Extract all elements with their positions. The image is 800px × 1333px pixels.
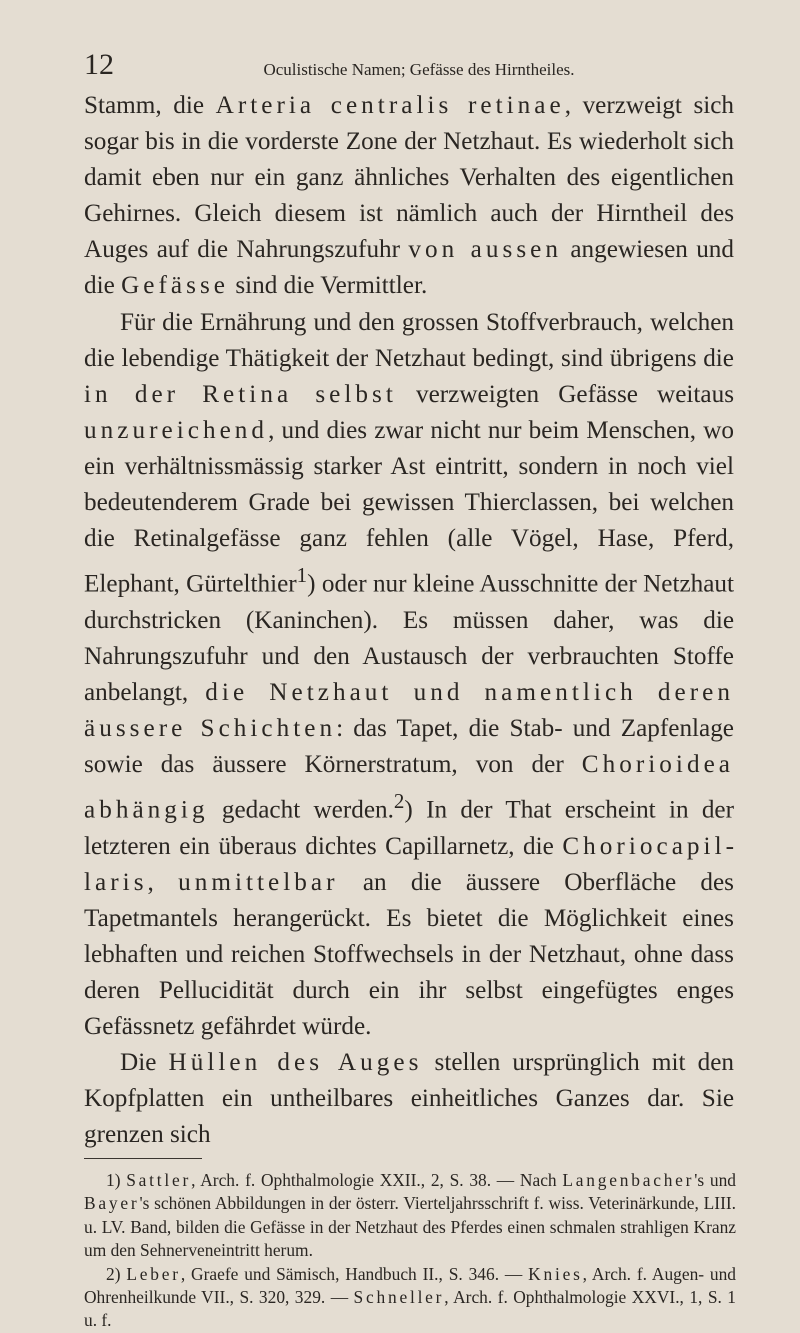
fn2-text: , Arch. f. Augen- und Ohrenheilkunde VII., S. 320, 329. — [84,1263,737,1308]
p1-text: Stamm, die [84,92,216,119]
footnotes [84,1169,736,1333]
paragraph-1 [84,88,734,305]
p2-spaced: unmittelbar [178,868,339,896]
fn2-text: 2) [106,1263,127,1284]
p1-text: sind die Vermittler. [229,272,428,300]
p2-text: an die äussere Oberfläche des Tapetmantels herangerückt. Es bietet die Möglichkeit eines lebhaften und reichen Stoffwechsels in der Netzhaut, ohne dass deren Pelluciditӓt durch ein ihr selbst eingefügtes enges Gefässnetz gefährdet würde. [84,868,734,1041]
p2-spaced: Choriocapillaris [84,832,734,896]
p2-text: gedacht werden. [208,796,394,824]
p2-text: : das Tapet, die Stab- und Zapfenlage sowie das äussere Körnerstratum, von der [84,714,734,779]
p2-spaced: Chorioidea abhängig [84,751,734,824]
footnote-ref-1: 1 [296,563,308,588]
paragraph-2 [84,305,734,1046]
p3-text: stellen ursprünglich mit den Kopfplatten ein untheilbares einheitliches Ganzes dar. Sie grenzen sich [84,1049,734,1149]
footnote-2 [84,1263,736,1333]
fn1-author: Langenbacher [562,1170,695,1190]
p2-text: Für die Ernährung und den grossen Stoffverbrauch, welchen die lebendige Thätigkeit der Netzhaut bedingt, sind übrigens die [84,308,734,372]
fn1-text: 's schönen Abbildungen in der österr. Vierteljahrsschrift f. wiss. Veterinärkunde, LIII. u. LV. Band, bilden die Gefässe in der Netzhaut des Pferdes einen schmalen strahligen Kranz um den Sehnerveneintritt herum. [84,1193,736,1261]
footnote-1 [84,1169,736,1263]
fn1-author: Sattler [126,1170,192,1190]
p2-text: , und dies zwar nicht nur beim Menschen, wo ein verhältnissmässig starker Ast eintritt, sondern in noch viel bedeutenderem Grade bei gewissen Thierclassen, bei welchen die Retinalgefässe ganz fehlen (alle Vögel, Hase, Pferd, Elephant, Gürtelthier [84,416,734,598]
p1-spaced: Gefässe [121,272,230,300]
fn2-author: Leber [126,1263,181,1284]
p3-text: Die [120,1049,169,1077]
p3-spaced: Hüllen des Auges [168,1049,423,1077]
p1-spaced: Arteria centralis retinae [215,92,565,119]
p2-text: ) In der That erscheint in der letzteren ein überaus dichtes Capillarnetz, die [84,796,734,860]
p1-text: , verzweigt sich sogar bis in die vorderste Zone der Netzhaut. Es wiederholt sich damit eben nur ein ganz ähnliches Verhalten des eigentlichen Gehirnes. Gleich diesem ist nämlich auch der Hirntheil des Auges auf die Nahrungszufuhr [84,92,735,264]
fn1-text: 1) [106,1170,127,1190]
fn2-text: , Graefe und Sämisch, Handbuch II., S. 346. — [180,1263,529,1284]
footnote-divider [84,1158,202,1159]
footnote-ref-2: 2 [393,789,405,814]
p1-text: angewiesen und die [84,236,734,300]
fn1-text: 's und [694,1170,736,1190]
fn1-author: Bayer [84,1193,140,1214]
running-title: Oculistische Namen; Gefässe des Hirntheiles. [263,60,575,79]
fn2-text: , Arch. f. Ophthalmologie XXVI., 1, S. 1 u. f. [84,1287,736,1331]
p2-spaced: in der Retina selbst [84,380,397,408]
p2-spaced: die Netzhaut und namentlich deren äussere Schichten [84,678,734,742]
p2-text: verzweigten Gefässe weitaus [396,380,734,408]
paragraph-3 [84,1045,734,1153]
p2-spaced: unzureichend [84,416,269,444]
fn2-author: Schneller [353,1287,445,1308]
p2-text: , [147,868,179,896]
page-number: 12 [84,48,114,81]
fn2-author: Knies [528,1263,583,1284]
body-text [84,88,734,1154]
page-header [84,48,734,88]
fn1-text: , Arch. f. Ophthalmologie XXII., 2, S. 38. — Nach [191,1170,563,1190]
p1-spaced: von aussen [408,236,562,264]
p2-text: ) oder nur kleine Ausschnitte der Netzhaut durchstricken (Kaninchen). Es müssen daher, was die Nahrungszufuhr und den Austausch der verbrauchten Stoffe anbelangt, [84,570,734,706]
